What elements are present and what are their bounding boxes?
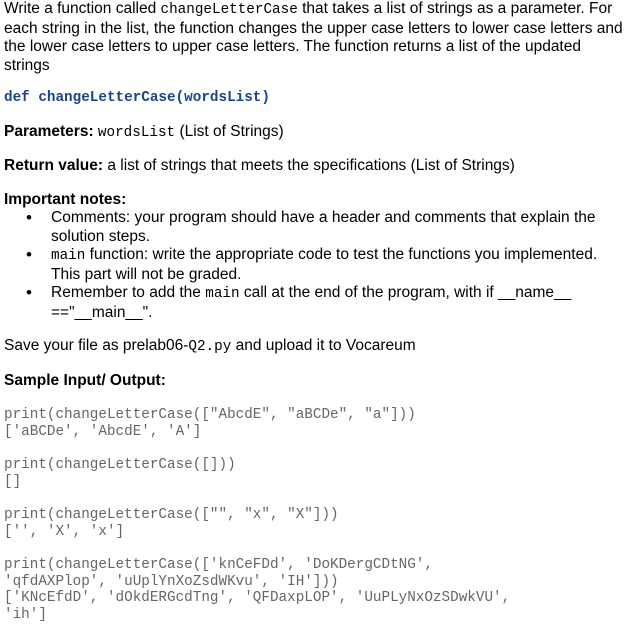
function-name: changeLetterCase	[160, 2, 298, 18]
sample-code-block: print(changeLetterCase([])) []	[4, 457, 236, 490]
note-code: main	[51, 248, 86, 264]
sample-heading	[4, 372, 624, 391]
note-item	[51, 209, 624, 246]
function-signature: def changeLetterCase(wordsList)	[4, 90, 270, 106]
save-filename: Q2.py	[188, 339, 232, 355]
note-text: function: write the appropriate code to test the functions you implemented. This part will not be graded.	[51, 246, 598, 283]
document	[4, 0, 624, 623]
save-text: Save your file as prelab06-	[4, 337, 189, 354]
notes-label: Important notes:	[4, 190, 127, 208]
intro-text-cont: that takes a list of strings as a parameter. For each string in the list, the function changes the upper case letters to lower case letters and the lower case letters to upper case letters. The function returns a list of the updated strings	[4, 0, 623, 74]
important-notes	[4, 191, 624, 323]
save-text-cont: and upload it to Vocareum	[231, 337, 416, 354]
sample-code-block: print(changeLetterCase(["AbcdE", "aBCDe", "a"])) ['aBCDe', 'AbcdE', 'A']	[4, 407, 416, 440]
parameters-label: Parameters:	[4, 122, 94, 140]
intro-text: Write a function called	[4, 0, 161, 17]
note-text: Comments: your program should have a header and comments that explain the solution steps.	[51, 209, 596, 245]
sample-code-block: print(changeLetterCase(['knCeFDd', 'DoKDergCDtNG', 'qfdAXPlop', 'uUplYnXoZsdWKvu', 'IH'])) ['KNcEfdD', 'dOkdERGcdTng', 'QFDaxpLOP', 'UuPLyNxOzSDwkVU', 'ih']	[4, 557, 511, 623]
sample-code-block: print(changeLetterCase(["", "x", "X"])) ['', 'X', 'x']	[4, 507, 339, 540]
sample-label: Sample Input/ Output:	[4, 371, 166, 389]
note-code: main	[205, 286, 240, 302]
return-value-label: Return value:	[4, 157, 104, 174]
save-instructions	[4, 337, 624, 357]
note-item	[51, 284, 624, 322]
note-text-cont: call at the end of the program, with if __name__ =="__main__".	[51, 284, 572, 321]
notes-list	[4, 209, 624, 322]
parameter-type: (List of Strings)	[175, 122, 284, 140]
intro-paragraph	[4, 0, 624, 75]
note-text: Remember to add the	[51, 284, 206, 301]
return-value-text: a list of strings that meets the specifications (List of Strings)	[103, 157, 515, 174]
parameters-line	[4, 123, 624, 143]
note-item	[51, 246, 624, 284]
return-value-line	[4, 157, 624, 176]
parameter-name: wordsList	[97, 124, 176, 141]
